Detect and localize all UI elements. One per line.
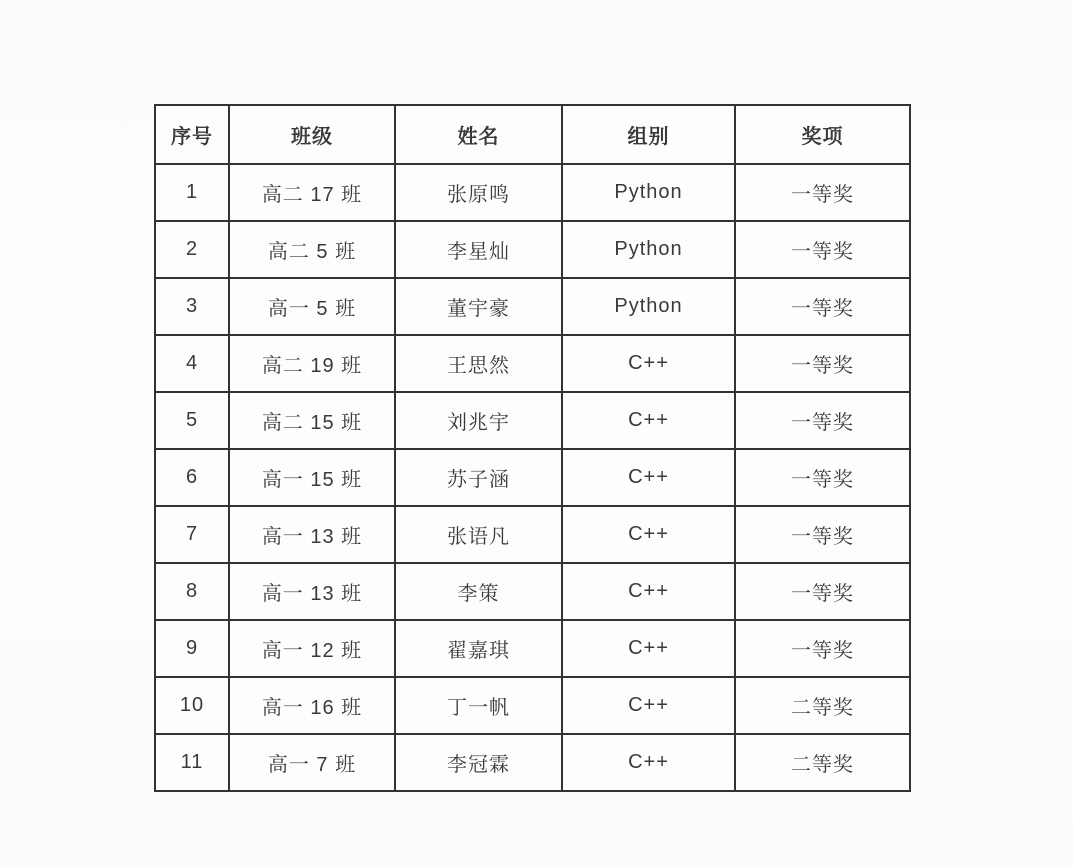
table-row (155, 335, 910, 392)
table-cell-class: 高二 15 班 (229, 392, 395, 449)
table-row (155, 278, 910, 335)
table-cell-class: 高一 16 班 (229, 677, 395, 734)
table-cell-group: Python (562, 221, 735, 278)
table-cell-group: Python (562, 164, 735, 221)
table-cell-award: 一等奖 (735, 449, 910, 506)
table-cell-group: C++ (562, 563, 735, 620)
table-cell-index: 10 (155, 677, 229, 734)
table-cell-name: 苏子涵 (395, 449, 562, 506)
table-cell-class: 高二 5 班 (229, 221, 395, 278)
table-cell-group: C++ (562, 620, 735, 677)
table-cell-name: 李冠霖 (395, 734, 562, 791)
table-cell-name: 丁一帆 (395, 677, 562, 734)
table-row (155, 734, 910, 791)
table-cell-award: 一等奖 (735, 278, 910, 335)
table-cell-award: 二等奖 (735, 677, 910, 734)
col-header-class: 班级 (229, 105, 395, 164)
table-cell-award: 一等奖 (735, 221, 910, 278)
table-cell-index: 6 (155, 449, 229, 506)
table-cell-index: 4 (155, 335, 229, 392)
table-cell-award: 一等奖 (735, 335, 910, 392)
col-header-name: 姓名 (395, 105, 562, 164)
table-row (155, 392, 910, 449)
table-cell-name: 张原鸣 (395, 164, 562, 221)
table-cell-award: 一等奖 (735, 563, 910, 620)
table-cell-index: 11 (155, 734, 229, 791)
table-cell-group: C++ (562, 506, 735, 563)
table-cell-index: 2 (155, 221, 229, 278)
table-cell-group: C++ (562, 449, 735, 506)
table-cell-group: C++ (562, 392, 735, 449)
table-cell-name: 张语凡 (395, 506, 562, 563)
table-row (155, 221, 910, 278)
table-row (155, 449, 910, 506)
table-cell-class: 高一 7 班 (229, 734, 395, 791)
table-cell-group: C++ (562, 734, 735, 791)
table-row (155, 563, 910, 620)
table-cell-award: 二等奖 (735, 734, 910, 791)
table-cell-award: 一等奖 (735, 164, 910, 221)
table-cell-name: 李策 (395, 563, 562, 620)
table-cell-index: 1 (155, 164, 229, 221)
table-cell-name: 王思然 (395, 335, 562, 392)
table-row (155, 164, 910, 221)
table-cell-index: 8 (155, 563, 229, 620)
table-cell-index: 5 (155, 392, 229, 449)
table-cell-class: 高一 5 班 (229, 278, 395, 335)
table-cell-group: C++ (562, 677, 735, 734)
table-cell-index: 3 (155, 278, 229, 335)
table-cell-name: 翟嘉琪 (395, 620, 562, 677)
table-row (155, 620, 910, 677)
award-table (154, 104, 911, 792)
table-cell-class: 高一 15 班 (229, 449, 395, 506)
table-cell-class: 高二 19 班 (229, 335, 395, 392)
table-cell-name: 刘兆宇 (395, 392, 562, 449)
table-cell-index: 7 (155, 506, 229, 563)
table-cell-class: 高二 17 班 (229, 164, 395, 221)
table-cell-award: 一等奖 (735, 506, 910, 563)
header-row (155, 105, 910, 164)
table-cell-group: Python (562, 278, 735, 335)
col-header-index: 序号 (155, 105, 229, 164)
table-cell-index: 9 (155, 620, 229, 677)
table-cell-class: 高一 13 班 (229, 506, 395, 563)
table-cell-class: 高一 12 班 (229, 620, 395, 677)
col-header-group: 组别 (562, 105, 735, 164)
table-cell-name: 董宇豪 (395, 278, 562, 335)
col-header-award: 奖项 (735, 105, 910, 164)
table-row (155, 677, 910, 734)
table-cell-class: 高一 13 班 (229, 563, 395, 620)
table-cell-group: C++ (562, 335, 735, 392)
table-row (155, 506, 910, 563)
table-cell-award: 一等奖 (735, 392, 910, 449)
table-cell-award: 一等奖 (735, 620, 910, 677)
table-cell-name: 李星灿 (395, 221, 562, 278)
